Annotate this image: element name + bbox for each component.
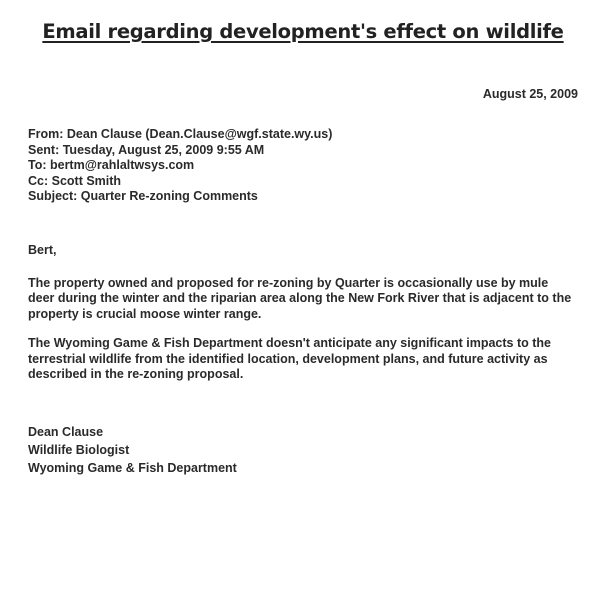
subject-line: Subject: Quarter Re-zoning Comments	[28, 189, 258, 203]
sent-line: Sent: Tuesday, August 25, 2009 9:55 AM	[28, 142, 265, 157]
to-line: To: bertm@rahlaltwsys.com	[28, 158, 195, 172]
from-line: From: Dean Clause (Dean.Clause@wgf.state.wy.us)	[28, 127, 333, 141]
body-paragraph: The Wyoming Game & Fish Department doesn't anticipate any significant impacts to the terrestrial wildlife from the identified location, development plans, and future activity as described in the re-zoning proposal.	[28, 336, 551, 381]
salutation: Bert,	[28, 242, 57, 257]
signature-title: Wildlife Biologist	[28, 442, 130, 457]
email-date: August 25, 2009	[482, 87, 578, 101]
signature-block	[28, 423, 578, 477]
signature-org: Wyoming Game & Fish Department	[28, 460, 237, 475]
cc-line: Cc: Scott Smith	[28, 173, 122, 188]
signature-name: Dean Clause	[28, 424, 104, 439]
body-paragraph: The property owned and proposed for re-zoning by Quarter is occasionally use by mule deer during the winter and the riparian area along the New Fork River that is adjacent to the property is crucial moose winter range.	[28, 275, 572, 321]
email-header	[28, 127, 578, 205]
document-title: Email regarding development's effect on wildlife	[42, 20, 564, 43]
